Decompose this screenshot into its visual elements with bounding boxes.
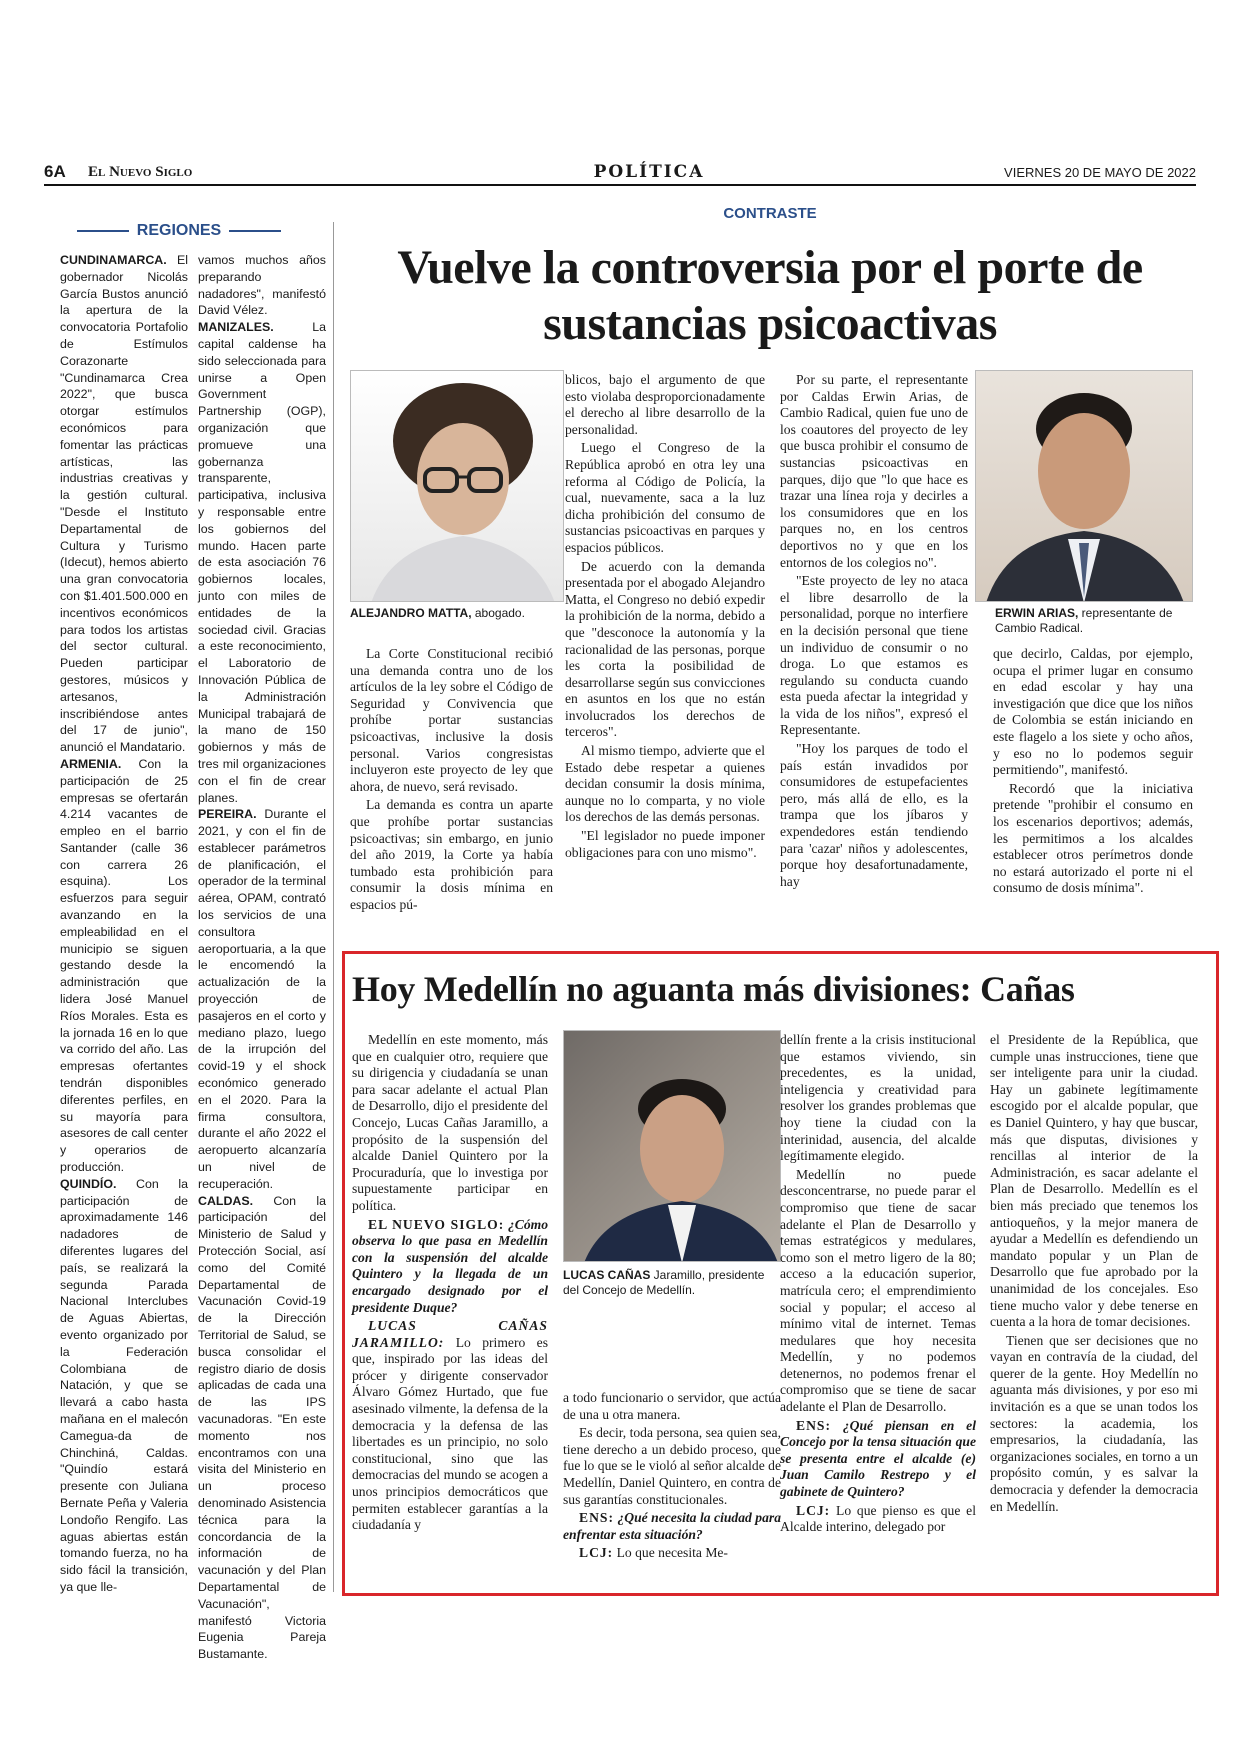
city-label: MANIZALES. xyxy=(198,320,274,335)
caption-role: abogado. xyxy=(471,606,525,620)
brief-text: Durante el 2021, y con el fin de establecer parámetros de planificación, el operador de la terminal aérea, OPAM, contrató los servicios de una consultora aeroportuaria, a la que le encomendó la actualización de la proyección de pasajeros en el corto y mediano plazo, luego de la irrupción del covid-19 y el shock económico generado en el 2020. Para la firma consultora, durante el año 2022 el aeropuerto alcanzaría un nivel de recuperación. xyxy=(198,807,326,1191)
interview-column-4 xyxy=(990,1032,1198,1517)
article-kicker: CONTRASTE xyxy=(723,205,817,222)
article-column-4 xyxy=(993,646,1193,899)
brief-cundinamarca xyxy=(60,252,188,756)
speaker-label: ENS: xyxy=(796,1417,831,1433)
portrait-illustration xyxy=(976,371,1193,602)
brief-caldas xyxy=(198,1193,326,1663)
caption-role: representante de Cambio Radical. xyxy=(995,606,1173,635)
paragraph: a todo funcionario o servidor, que actúa de una u otra manera. xyxy=(563,1390,781,1422)
caption-name: ERWIN ARIAS, xyxy=(995,606,1079,620)
paragraph: dellín frente a la crisis institucional que estamos viviendo, sin precedentes, es la unidad, inteligencia y creatividad para resolver los grandes problemas que hoy tiene la ciudad con la interinidad, ausencia, del alcalde legítimamente elegido. xyxy=(780,1032,976,1164)
paragraph: blicos, bajo el argumento de que esto violaba desproporcionadamente el derecho al libre desarrollo de la personalidad. xyxy=(565,372,765,437)
header-divider xyxy=(44,184,1196,186)
paragraph: "El legislador no puede imponer obligaciones para con uno mismo". xyxy=(565,828,765,860)
photo3-caption xyxy=(563,1268,781,1298)
paragraph: "Hoy los parques de todo el país están invadidos por consumidores de estupefacientes pero, más allá de ello, es la trampa que los jíbaros y expendedores están tendiendo para 'cazar' niños y adolescentes, porque hoy desafortunadamente, hay xyxy=(780,741,968,889)
question xyxy=(563,1510,781,1543)
article-column-3 xyxy=(780,372,968,892)
answer xyxy=(352,1318,548,1534)
brief-armenia xyxy=(60,756,188,1176)
brief-pereira xyxy=(198,806,326,1192)
city-label: QUINDÍO. xyxy=(60,1176,117,1191)
brief-continuation: vamos muchos años preparando nadadores", manifestó David Vélez. xyxy=(198,253,326,318)
answer xyxy=(780,1503,976,1536)
paragraph: Es decir, toda persona, sea quien sea, tiene derecho a un debido proceso, que fue lo que se le violó al señor alcalde de Medellín, Daniel Quintero, en contra de sus garantías constitucionales. xyxy=(563,1425,781,1507)
paragraph: La demanda es contra un aparte que prohíbe portar sustancias psicoactivas; sin embargo, en junio del año 2019, la Corte ya había tumbado esta prohibición para consumir la dosis mínima en espacios pú- xyxy=(350,797,553,912)
paragraph: Recordó que la iniciativa pretende "prohibir el consumo en los escenarios deportivos; además, les permitimos a los alcaldes establecer otros perímetros donde no estará autorizado el porte ni el consumo de dosis mínima". xyxy=(993,780,1193,896)
portrait-illustration xyxy=(564,1031,781,1262)
paragraph: Medellín no puede desconcentrarse, no puede parar el compromiso que tiene de sacar adelante el Plan de Desarrollo y temas estratégicos y medulares, como son el metro ligero de la 80; acceso a la educación superior, matrícula cero; el emprendimiento social y popular; el acceso al mínimo vital de internet. Temas medulares que hoy necesita Medellín, y no podemos detenernos, no podemos frenar el compromiso que se tiene de sacar adelante el Plan de Desarrollo. xyxy=(780,1166,976,1415)
photo1-caption xyxy=(350,606,564,621)
city-label: CUNDINAMARCA. xyxy=(60,253,167,267)
paragraph: Medellín en este momento, más que en cualquier otro, requiere que su dirigencia y ciudadanía se unan para sacar adelante el actual Plan de Desarrollo, dijo el presidente del Concejo, Lucas Cañas Jaramillo, a propósito de la suspensión del alcalde Daniel Quintero por la Procuraduría, que lo investiga por supuestamente participar en política. xyxy=(352,1032,548,1213)
answer-text: Lo que pienso es que el Alcalde interino, delegado por xyxy=(780,1502,976,1535)
regions-title: REGIONES xyxy=(44,222,314,240)
speaker-label: LCJ: xyxy=(579,1545,614,1561)
question xyxy=(352,1217,548,1317)
city-label: CALDAS. xyxy=(198,1193,254,1208)
question-text: ¿Qué piensan en el Concejo por la tensa situación que se presenta entre el alcalde (e) Juan Camilo Restrepo y el gabinete de Quintero? xyxy=(780,1417,976,1500)
issue-date: VIERNES 20 DE MAYO DE 2022 xyxy=(1004,165,1196,180)
paragraph: De acuerdo con la demanda presentada por el abogado Alejandro Matta, el Congreso no debió expedir la prohibición de la norma, debido a que "desconoce la autonomía y la racionalidad de las personas, porque les corta la posibilidad de desarrollarse según sus convicciones en asuntos en los que no están involucrados los derechos de terceros". xyxy=(565,558,765,740)
page-number: 6A xyxy=(44,162,66,181)
caption-name: LUCAS CAÑAS xyxy=(563,1268,651,1282)
interview-headline: Hoy Medellín no aguanta más divisiones: Cañas xyxy=(352,969,1075,1009)
paragraph: el Presidente de la República, que cumple unas instrucciones, tiene que ser inteligente para unir la ciudad. Hay un gabinete legítimamente escogido por el alcalde popular, que es Daniel Quintero, y hay que buscar, más que disputas, divisiones y rencillas al interior de la Administración, es sacar adelante el Plan de Desarrollo. Medellín es el bien más preciado que tenemos los antioqueños, y la mejor manera de ayudar a Medellín es defendiendo un mandato popular y un Plan de Desarrollo que fue aprobado por la unanimidad de los concejales. Eso tiene mucho valor y debe tenerse en cuenta a la hora de tomar decisiones. xyxy=(990,1032,1198,1330)
caption-name: ALEJANDRO MATTA, xyxy=(350,606,472,620)
photo-alejandro-matta xyxy=(350,370,564,602)
paragraph: La Corte Constitucional recibió una demanda contra uno de los artículos de la ley sobre el Código de Seguridad y Convivencia que prohíbe portar sustancias psicoactivas, inclusive la dosis personal. Varios congresistas incluyeron este proyecto de ley que ahora, de nuevo, será revisado. xyxy=(350,646,553,794)
photo2-caption xyxy=(995,606,1195,636)
speaker-label: LUCAS CAÑAS JARAMILLO: xyxy=(352,1318,548,1350)
question-text: ¿Cómo observa lo que pasa en Medellín con la suspensión del alcalde Quintero y la llegada de un encargado designado por el presidente Duque? xyxy=(352,1216,549,1315)
brief-text: La capital caldense ha sido seleccionada para unirse a Open Government Partnership (OGP), organización que promueve una gobernanza transparente, participativa, inclusiva y responsable entre los gobiernos del mundo. Hacen parte de esta asociación 76 gobiernos locales, junto con miles de entidades de la sociedad civil. Gracias a este reconocimiento, el Laboratorio de Innovación Pública de la Administración Municipal trabajará de la mano de 150 gobiernos y más de tres mil organizaciones con el fin de crear planes. xyxy=(198,320,326,805)
article-headline: Vuelve la controversia por el porte de sustancias psicoactivas xyxy=(397,241,1143,350)
city-label: ARMENIA. xyxy=(60,756,122,771)
paragraph: "Este proyecto de ley no ataca el libre desarrollo de la personalidad, porque no interfiere en la decisión personal que tiene un individuo de consumir o no droga. Lo que estamos es regulando su conducta cuando esta pueda afectar la integridad y la vida de los niños", expresó el Representante. xyxy=(780,573,968,738)
speaker-label: ENS: xyxy=(579,1510,614,1526)
paragraph: que decirlo, Caldas, por ejemplo, ocupa el primer lugar en consumo en edad escolar y hay una investigación que dice que los niños de Colombia se están iniciando en este flagelo a los siete y ocho años, y eso no lo podemos seguir permitiendo", manifestó. xyxy=(993,646,1193,778)
photo-erwin-arias xyxy=(975,370,1193,602)
paragraph: Tienen que ser decisiones que no vayan en contravía de la ciudad, del querer de la gente. Hoy Medellín no aguanta más divisiones, y por eso mi invitación es a que se unan todos los sectores: la academia, los empresarios, la ciudadanía, las organizaciones sociales, en torno a un propósito común, y es salvar la democracia y defender la democracia en Medellín. xyxy=(990,1332,1198,1514)
brief-manizales xyxy=(198,319,326,806)
photo-lucas-canas xyxy=(563,1030,781,1262)
paragraph: Al mismo tiempo, advierte que el Estado debe respetar a quienes decidan consumir la dosis mínima, aunque no lo comparta, y no viole los derechos de las demás personas. xyxy=(565,743,765,825)
article-column-2 xyxy=(565,372,765,863)
speaker-label: LCJ: xyxy=(796,1502,831,1518)
portrait-illustration xyxy=(351,371,564,602)
brief-quindio xyxy=(60,1176,188,1596)
paragraph: Luego el Congreso de la República aprobó en otra ley una reforma al Código de Policía, la cual, nuevamente, saca a la luz dicha prohibición del consumo de sustancias psicoactivas en parques y espacios públicos. xyxy=(565,440,765,555)
sidebar-column-1 xyxy=(60,252,188,1596)
article-column-1 xyxy=(350,646,553,916)
city-label: PEREIRA. xyxy=(198,807,257,822)
answer xyxy=(563,1545,781,1562)
brief-text: Con la participación de 25 empresas se ofertarán 4.214 vacantes de empleo en el barrio Santander (calle 36 con carrera 26 esquina). Los esfuerzos para seguir avanzando en la empleabilidad en el municipio se siguen gestando desde la administración que lidera José Manuel Ríos Morales. Esta es la jornada 16 en lo que va corrido del año. Las empresas ofertantes tendrán disponibles diferentes perfiles, en su mayoría para asesores de call center y operarios de producción. xyxy=(60,756,188,1175)
sidebar-column-2 xyxy=(198,252,326,1663)
interview-column-2 xyxy=(563,1390,781,1564)
paragraph: Por su parte, el representante por Caldas Erwin Arias, de Cambio Radical, quien fue uno de los coautores del proyecto de ley que busca prohibir el consumo de sustancias psicoactivas en parques, dijo que "lo que hace es trazar una línea roja y decirles a los consumidores que en los parques no, en los centros deportivos no y que en los entornos de los colegios no". xyxy=(780,372,968,570)
interview-column-1 xyxy=(352,1032,548,1536)
brief-text: El gobernador Nicolás García Bustos anunció la apertura de la convocatoria Portafolio de Estímulos Corazonarte "Cundinamarca Crea 2022", que busca otorgar estímulos económicos para fomentar las prácticas artísticas, las industrias creativas y la gestión cultural. "Desde el Instituto Departamental de Cultura y Turismo (Idecut), hemos abierto una gran convocatoria con $1.401.500.000 en incentivos económicos para todos los artistas del sector cultural. Pueden participar gestores, músicos y artesanos, inscribiéndose antes del 17 de junio", anunció el Mandatario. xyxy=(60,253,188,755)
section-title: POLÍTICA xyxy=(593,162,705,182)
newspaper-name: El Nuevo Siglo xyxy=(88,164,193,180)
brief-text: Con la participación de aproximadamente 146 nadadores de diferentes lugares del país, se realizará la segunda Parada Nacional Interclubes de Aguas Abiertas, evento organizado por la Federación Colombiana de Natación, y que se llevará a cabo hasta mañana en el malecón Camegua-da de Chinchiná, Caldas. "Quindío estará presente con Juliana Bernate Peña y Valeria Londoño Rengifo. Las aguas abiertas están tomando fuerza, no ha sido fácil la transición, ya que lle- xyxy=(60,1176,188,1594)
speaker-label: EL NUEVO SIGLO: xyxy=(368,1216,505,1232)
caption-role: Jaramillo, presidente del Concejo de Medellín. xyxy=(563,1268,765,1297)
answer-text: Lo primero es que, inspirado por las ideas del prócer y dirigente conservador Álvaro Gómez Hurtado, que fue asesinado vilmente, la defensa de la democracia y la defensa de las libertades es un principio, no solo constitucional, sino que las democracias del mundo se acogen a unos principios democráticos que permiten establecer garantías a la ciudadanía y xyxy=(352,1334,548,1533)
regions-sidebar xyxy=(44,222,334,1662)
interview-column-3 xyxy=(780,1032,976,1538)
question xyxy=(780,1418,976,1501)
answer-text: Lo que necesita Me- xyxy=(613,1545,728,1561)
page-header xyxy=(44,162,1196,184)
brief-text: Con la participación del Ministerio de Salud y Protección Social, así como del Comité Departamental de Vacunación Covid-19 de la Dirección Territorial de Salud, se busca consolidar el registro diario de dosis aplicadas de cada una de las IPS vacunadoras. "En este momento nos encontramos con una visita del Ministerio en un proceso denominado Asistencia técnica para la concordancia de la información de vacunación y del Plan Departamental de Vacunación", manifestó Victoria Eugenia Pareja Bustamante. xyxy=(198,1193,326,1662)
question-text: ¿Qué necesita la ciudad para enfrentar esta situación? xyxy=(563,1510,781,1542)
